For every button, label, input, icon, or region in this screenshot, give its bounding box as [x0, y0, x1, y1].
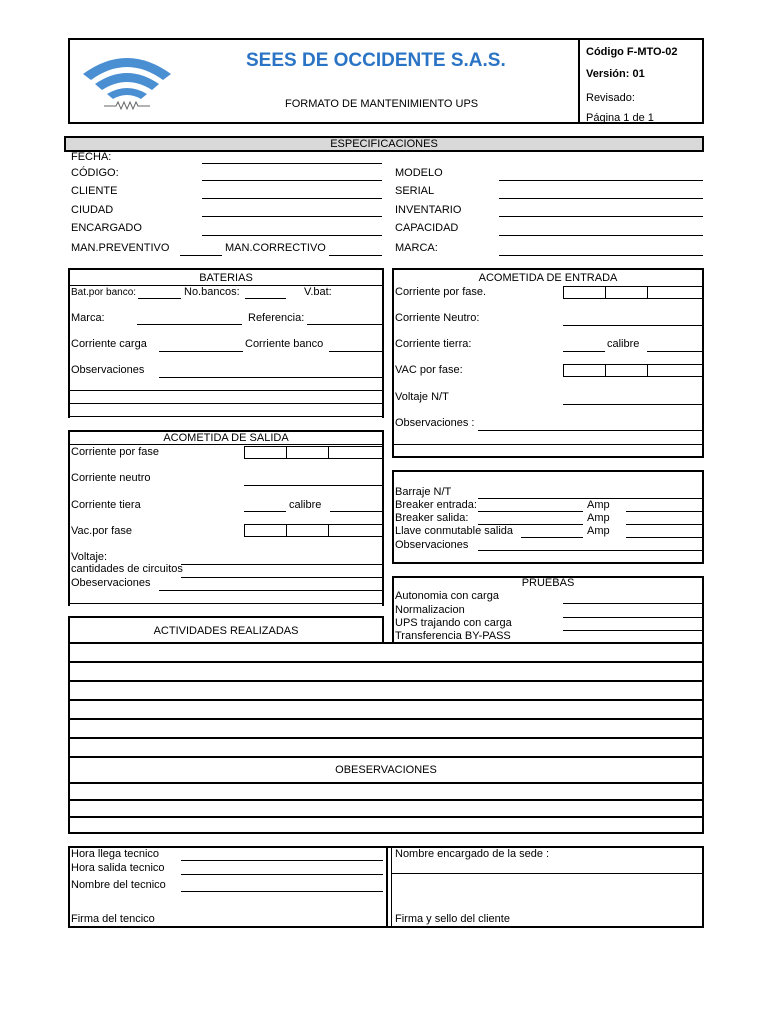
- pruebas-heading: PRUEBAS: [521, 577, 575, 589]
- sal-corriente-fase-3[interactable]: [328, 446, 383, 459]
- label-bat-marca: Marca:: [71, 312, 105, 324]
- field-bat-marca[interactable]: [137, 324, 242, 325]
- form-title: FORMATO DE MANTENIMIENTO UPS: [285, 98, 479, 110]
- label-sal-calibre: calibre: [289, 499, 322, 511]
- label-ciudad: CIUDAD: [71, 204, 114, 216]
- actividades-line-3[interactable]: [68, 699, 704, 701]
- label-barraje-observaciones: Observaciones: [395, 539, 469, 551]
- label-breaker-salida-amp: Amp: [587, 512, 610, 524]
- field-ent-observaciones-1[interactable]: [478, 430, 703, 431]
- label-modelo: MODELO: [395, 167, 443, 179]
- field-hora-salida[interactable]: [181, 874, 383, 875]
- field-corriente-carga[interactable]: [159, 351, 243, 352]
- label-sal-voltaje: Voltaje:: [71, 551, 108, 563]
- label-breaker-entrada: Breaker entrada:: [395, 499, 477, 511]
- label-ent-vac-fase: VAC por fase:: [395, 364, 463, 376]
- label-prueba-autonomia: Autonomia con carga: [395, 590, 499, 602]
- label-man-preventivo: MAN.PREVENTIVO: [71, 242, 170, 254]
- field-ent-voltaje-nt[interactable]: [563, 404, 703, 405]
- sal-vac-fase-2[interactable]: [286, 524, 329, 537]
- company-name: SEES DE OCCIDENTE S.A.S.: [246, 50, 506, 71]
- observaciones-line-1[interactable]: [68, 782, 704, 784]
- field-prueba-ups-carga[interactable]: [563, 630, 703, 631]
- field-ent-corriente-tierra[interactable]: [563, 351, 605, 352]
- label-prueba-transferencia: Transferencia BY-PASS: [395, 630, 511, 642]
- label-prueba-normalizacion: Normalizacion: [395, 604, 465, 616]
- label-fecha: FECHA:: [71, 151, 112, 163]
- label-barraje-nt: Barraje N/T: [395, 486, 452, 498]
- label-inventario: INVENTARIO: [395, 204, 462, 216]
- ent-corriente-fase-2[interactable]: [605, 286, 648, 299]
- footer-divider: [386, 846, 388, 928]
- label-llave-amp: Amp: [587, 525, 610, 537]
- sal-vac-fase-1[interactable]: [244, 524, 287, 537]
- field-llave-conmutable[interactable]: [521, 537, 583, 538]
- field-encargado[interactable]: [202, 235, 382, 236]
- label-firma-tecnico: Firma del tencico: [71, 913, 155, 925]
- baterias-heading: BATERIAS: [199, 272, 253, 284]
- label-codigo: CÓDIGO:: [71, 167, 119, 179]
- field-serial[interactable]: [499, 198, 703, 199]
- form-version: Versión: 01: [586, 68, 645, 80]
- ent-corriente-fase-3[interactable]: [647, 286, 703, 299]
- especificaciones-heading: ESPECIFICACIONES: [330, 138, 438, 150]
- label-corriente-banco: Corriente banco: [245, 338, 324, 350]
- label-sal-cantidades: cantidades de circuitos: [71, 563, 183, 575]
- label-firma-cliente: Firma y sello del cliente: [395, 913, 510, 925]
- field-man-preventivo[interactable]: [180, 255, 222, 256]
- field-codigo[interactable]: [202, 180, 382, 181]
- actividades-line-1[interactable]: [68, 661, 704, 663]
- field-corriente-banco[interactable]: [329, 351, 383, 352]
- label-hora-salida: Hora salida tecnico: [71, 862, 165, 874]
- footer-divider-inner: [391, 846, 392, 928]
- field-hora-llega[interactable]: [181, 860, 383, 861]
- field-bat-por-banco[interactable]: [138, 298, 181, 299]
- observaciones-line-2[interactable]: [68, 799, 704, 801]
- company-logo: [78, 48, 176, 112]
- field-no-bancos[interactable]: [245, 298, 286, 299]
- actividades-line-2[interactable]: [68, 680, 704, 682]
- field-sal-cantidades-2[interactable]: [181, 577, 383, 578]
- label-hora-llega: Hora llega tecnico: [71, 848, 160, 860]
- field-bat-observaciones-1[interactable]: [159, 377, 383, 378]
- ent-corriente-fase-1[interactable]: [563, 286, 606, 299]
- label-no-bancos: No.bancos:: [184, 286, 240, 298]
- label-vbat: V.bat:: [304, 286, 332, 298]
- label-encargado: ENCARGADO: [71, 222, 142, 234]
- observaciones-line-3[interactable]: [68, 816, 704, 818]
- field-sal-observaciones-1[interactable]: [159, 590, 383, 591]
- label-sal-vac-fase: Vac.por fase: [71, 525, 132, 537]
- field-modelo[interactable]: [499, 180, 703, 181]
- field-sal-calibre[interactable]: [330, 511, 383, 512]
- sal-corriente-fase-2[interactable]: [286, 446, 329, 459]
- label-sal-corriente-neutro: Corriente neutro: [71, 472, 151, 484]
- field-barraje-observaciones[interactable]: [478, 550, 703, 551]
- field-ent-calibre[interactable]: [647, 351, 703, 352]
- label-ent-voltaje-nt: Voltaje N/T: [395, 391, 449, 403]
- field-nombre-tecnico[interactable]: [181, 891, 383, 892]
- ent-vac-fase-3[interactable]: [647, 364, 703, 377]
- observaciones-heading: OBESERVACIONES: [335, 764, 437, 776]
- label-breaker-entrada-amp: Amp: [587, 499, 610, 511]
- acometida-entrada-heading: ACOMETIDA DE ENTRADA: [478, 272, 618, 284]
- label-sal-observaciones: Obeservaciones: [71, 577, 151, 589]
- label-ent-corriente-neutro: Corriente Neutro:: [395, 312, 480, 324]
- label-ent-calibre: calibre: [607, 338, 640, 350]
- label-nombre-tecnico: Nombre del tecnico: [71, 879, 166, 891]
- label-llave-conmutable: Llave conmutable salida: [395, 525, 514, 537]
- label-sal-corriente-fase: Corriente por fase: [71, 446, 160, 458]
- actividades-line-6[interactable]: [68, 756, 704, 758]
- ent-vac-fase-1[interactable]: [563, 364, 606, 377]
- sal-corriente-fase-1[interactable]: [244, 446, 287, 459]
- label-cliente: CLIENTE: [71, 185, 118, 197]
- field-prueba-normalizacion[interactable]: [563, 617, 703, 618]
- header-divider: [578, 38, 580, 124]
- field-llave-amp[interactable]: [626, 537, 703, 538]
- field-sal-cantidades[interactable]: [181, 564, 383, 565]
- field-referencia[interactable]: [307, 324, 383, 325]
- label-ent-observaciones: Observaciones :: [395, 417, 475, 429]
- label-sal-corriente-tierra: Corriente tiera: [71, 499, 141, 511]
- label-marca: MARCA:: [395, 242, 438, 254]
- acometida-salida-heading: ACOMETIDA DE SALIDA: [163, 432, 289, 444]
- field-sal-observaciones-2[interactable]: [68, 603, 384, 604]
- label-prueba-ups-carga: UPS trajando con carga: [395, 617, 512, 629]
- actividades-heading: ACTIVIDADES REALIZADAS: [153, 625, 299, 637]
- field-inventario[interactable]: [499, 216, 703, 217]
- field-bat-observaciones-3[interactable]: [68, 403, 384, 404]
- field-fecha[interactable]: [202, 163, 382, 164]
- label-nombre-encargado: Nombre encargado de la sede :: [395, 848, 550, 860]
- field-ciudad[interactable]: [202, 216, 382, 217]
- label-bat-observaciones: Observaciones: [71, 364, 145, 376]
- field-ent-corriente-neutro[interactable]: [563, 325, 703, 326]
- field-ent-observaciones-2[interactable]: [392, 444, 704, 445]
- label-ent-corriente-tierra: Corriente tierra:: [395, 338, 472, 350]
- label-bat-por-banco: Bat.por banco:: [71, 287, 137, 298]
- label-corriente-carga: Corriente carga: [71, 338, 147, 350]
- field-nombre-encargado[interactable]: [392, 873, 704, 874]
- label-serial: SERIAL: [395, 185, 435, 197]
- label-breaker-salida: Breaker salida:: [395, 512, 469, 524]
- field-capacidad[interactable]: [499, 235, 703, 236]
- form-page: Página 1 de 1: [586, 112, 654, 124]
- actividades-line-5[interactable]: [68, 737, 704, 739]
- field-prueba-autonomia[interactable]: [563, 603, 703, 604]
- form-code: Código F-MTO-02: [586, 46, 678, 58]
- ent-vac-fase-2[interactable]: [605, 364, 648, 377]
- field-cliente[interactable]: [202, 198, 382, 199]
- sal-vac-fase-3[interactable]: [328, 524, 383, 537]
- field-man-correctivo[interactable]: [329, 255, 382, 256]
- field-sal-corriente-neutro[interactable]: [244, 485, 383, 486]
- field-sal-corriente-tierra[interactable]: [244, 511, 286, 512]
- label-ent-corriente-fase: Corriente por fase.: [395, 286, 487, 298]
- acometida-salida-heading-line: [68, 444, 384, 445]
- label-referencia: Referencia:: [248, 312, 305, 324]
- form-revisado: Revisado:: [586, 92, 635, 104]
- label-capacidad: CAPACIDAD: [395, 222, 459, 234]
- field-marca[interactable]: [499, 255, 703, 256]
- field-bat-observaciones-2[interactable]: [68, 390, 384, 391]
- actividades-line-4[interactable]: [68, 718, 704, 720]
- field-breaker-entrada-amp[interactable]: [626, 511, 703, 512]
- label-man-correctivo: MAN.CORRECTIVO: [225, 242, 326, 254]
- field-bat-observaciones-4[interactable]: [68, 416, 384, 417]
- field-breaker-salida-amp[interactable]: [626, 524, 703, 525]
- field-breaker-entrada[interactable]: [478, 511, 583, 512]
